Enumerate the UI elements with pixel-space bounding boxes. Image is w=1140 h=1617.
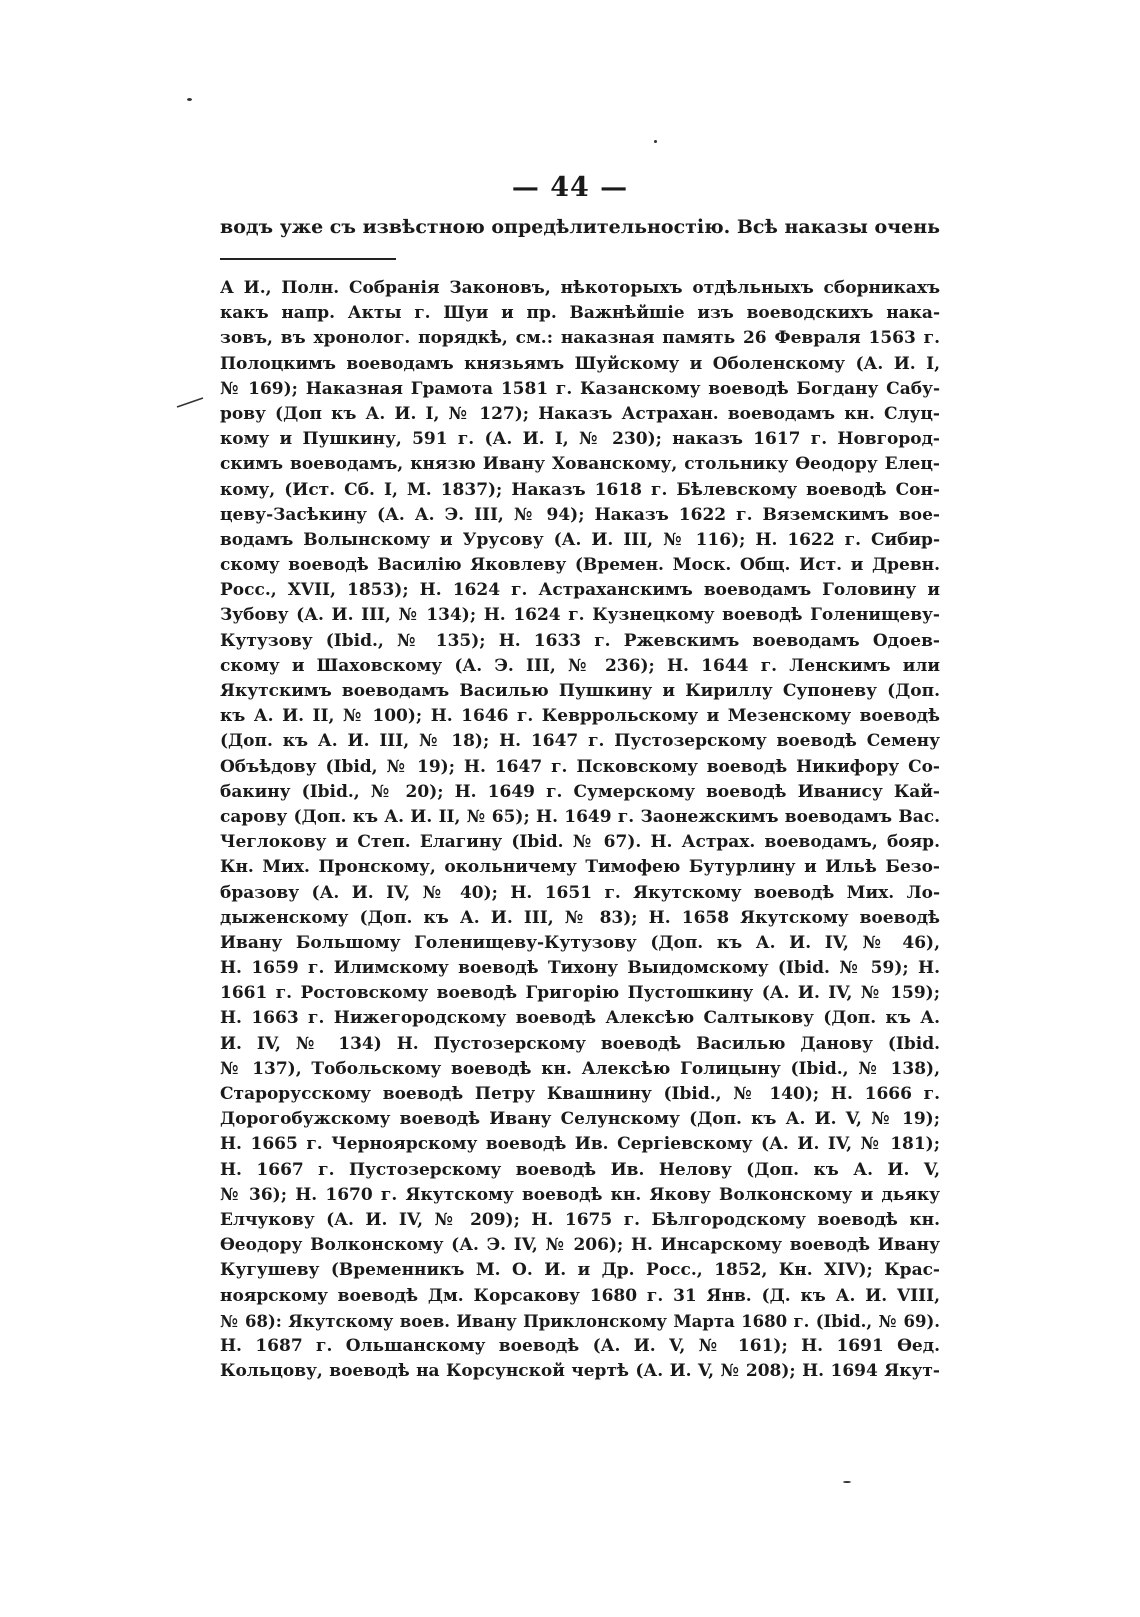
ink-speck <box>654 140 657 143</box>
footnote-line: Старорусскому воеводѣ Петру Квашнину (Ibid., № 140); Н. 1666 г. <box>220 1084 940 1104</box>
footnote-line: Якутскимъ воеводамъ Василью Пушкину и Кириллу Супоневу (Доп. <box>220 681 940 701</box>
footnote-line: Н. 1665 г. Черноярскому воеводѣ Ив. Сергіевскому (А. И. IV, № 181); <box>220 1134 940 1155</box>
footnote-line: Зубову (А. И. III, № 134); Н. 1624 г. Кузнецкому воеводѣ Голенищеву- <box>220 605 940 626</box>
ink-speck <box>843 1481 851 1483</box>
footnote-line: Кольцову, воеводѣ на Корсунской чертѣ (А. И. V, № 208); Н. 1694 Якут- <box>220 1361 940 1382</box>
body-text-line: водъ уже съ извѣстною опредѣлительностію. Всѣ наказы очень <box>220 216 940 238</box>
ink-speck <box>187 98 192 101</box>
footnote-line: скимъ воеводамъ, князю Ивану Хованскому, стольнику Ѳеодору Елец- <box>220 454 940 475</box>
footnote-line: Кутузову (Ibid., № 135); Н. 1633 г. Ржевскимъ воеводамъ Одоев- <box>220 630 940 651</box>
footnote-divider <box>220 258 396 260</box>
footnote-line: А И., Полн. Собранія Законовъ, нѣкоторыхъ отдѣльныхъ сборникахъ <box>220 278 940 298</box>
footnote-line: Объѣдову (Ibid, № 19); Н. 1647 г. Псковскому воеводѣ Никифору Со- <box>220 756 940 777</box>
footnote-line: (Доп. къ А. И. III, № 18); Н. 1647 г. Пустозерскому воеводѣ Семену <box>220 731 940 752</box>
footnote-line: Н. 1667 г. Пустозерскому воеводѣ Ив. Нелову (Доп. къ А. И. V, <box>220 1159 940 1180</box>
footnote-line: Н. 1663 г. Нижегородскому воеводѣ Алексѣю Салтыкову (Доп. къ А. <box>220 1008 940 1029</box>
footnote-line: сарову (Доп. къ А. И. II, № 65); Н. 1649 г. Заонежскимъ воеводамъ Вас. <box>220 806 940 827</box>
footnote-line: рову (Доп къ А. И. I, № 127); Наказъ Астрахан. воеводамъ кн. Слуц- <box>220 403 940 424</box>
footnote-line: дыженскому (Доп. къ А. И. III, № 83); Н. 1658 Якутскому воеводѣ <box>220 907 940 928</box>
footnote-line: скому и Шаховскому (А. Э. III, № 236); Н. 1644 г. Ленскимъ или <box>220 655 940 676</box>
footnote-block <box>220 276 940 1384</box>
footnote-line: Ѳеодору Волконскому (А. Э. IV, № 206); Н. Инсарскому воеводѣ Ивану <box>220 1235 940 1256</box>
footnote-line: Н. 1687 г. Ольшанскому воеводѣ (А. И. V, № 161); Н. 1691 Ѳед. <box>220 1335 940 1356</box>
footnote-line: Кн. Мих. Пронскому, окольничему Тимофею Бутурлину и Ильѣ Безо- <box>220 857 940 878</box>
footnote-line: кому и Пушкину, 591 г. (А. И. I, № 230); наказъ 1617 г. Новгород- <box>220 429 940 450</box>
footnote-line: Ивану Большому Голенищеву-Кутузову (Доп. къ А. И. IV, № 46), <box>220 932 940 953</box>
page-number: — 44 — <box>511 172 629 203</box>
footnote-line: зовъ, въ хронолог. порядкѣ, см.: наказная память 26 Февраля 1563 г. <box>220 328 940 349</box>
footnote-line: Полоцкимъ воеводамъ князьямъ Шуйскому и Оболенскому (А. И. I, <box>220 353 940 374</box>
footnote-line: скому воеводѣ Василію Яковлеву (Времен. Моск. Общ. Ист. и Древн. <box>220 555 940 576</box>
footnote-line: ноярскому воеводѣ Дм. Корсакову 1680 г. 31 Янв. (Д. къ А. И. VIII, <box>220 1285 940 1306</box>
footnote-line: Чеглокову и Степ. Елагину (Ibid. № 67). Н. Астрах. воеводамъ, бояр. <box>220 832 940 853</box>
footnote-line: Росс., XVII, 1853); Н. 1624 г. Астраханскимъ воеводамъ Головину и <box>220 580 940 601</box>
footnote-line: какъ напр. Акты г. Шуи и пр. Важнѣйшіе изъ воеводскихъ нака- <box>220 303 940 324</box>
footnote-line: № 68): Якутскому воев. Ивану Приклонскому Марта 1680 г. (Ibid., № 69). <box>220 1311 940 1331</box>
footnote-line: бакину (Ibid., № 20); Н. 1649 г. Сумерскому воеводѣ Иванису Кай- <box>220 781 940 802</box>
footnote-line: кому, (Ист. Сб. I, М. 1837); Наказъ 1618 г. Бѣлевскому воеводѣ Сон- <box>220 479 940 500</box>
footnote-line: № 137), Тобольскому воеводѣ кн. Алексѣю Голицыну (Ibid., № 138), <box>220 1058 940 1079</box>
footnote-line: Дорогобужскому воеводѣ Ивану Селунскому (Доп. къ А. И. V, № 19); <box>220 1109 940 1130</box>
margin-pencil-mark <box>176 396 204 408</box>
footnote-line: И. IV, № 134) Н. Пустозерскому воеводѣ Василью Данову (Ibid. <box>220 1033 940 1054</box>
footnote-line: Елчукову (А. И. IV, № 209); Н. 1675 г. Бѣлгородскому воеводѣ кн. <box>220 1209 940 1230</box>
footnote-line: цеву-Засѣкину (А. А. Э. III, № 94); Наказъ 1622 г. Вяземскимъ вое- <box>220 504 940 525</box>
footnote-line: къ А. И. II, № 100); Н. 1646 г. Кевррольскому и Мезенскому воеводѣ <box>220 706 940 727</box>
footnote-line: водамъ Волынскому и Урусову (А. И. III, № 116); Н. 1622 г. Сибир- <box>220 529 940 550</box>
footnote-line: № 36); Н. 1670 г. Якутскому воеводѣ кн. Якову Волконскому и дьяку <box>220 1184 940 1205</box>
footnote-line: Кугушеву (Временникъ М. О. И. и Др. Росс., 1852, Кн. XIV); Крас- <box>220 1260 940 1281</box>
footnote-line: 1661 г. Ростовскому воеводѣ Григорію Пустошкину (А. И. IV, № 159); <box>220 983 940 1004</box>
footnote-line: № 169); Наказная Грамота 1581 г. Казанскому воеводѣ Богдану Сабу- <box>220 378 940 399</box>
footnote-line: Н. 1659 г. Илимскому воеводѣ Тихону Выидомскому (Ibid. № 59); Н. <box>220 958 940 979</box>
footnote-line: бразову (А. И. IV, № 40); Н. 1651 г. Якутскому воеводѣ Мих. Ло- <box>220 882 940 903</box>
